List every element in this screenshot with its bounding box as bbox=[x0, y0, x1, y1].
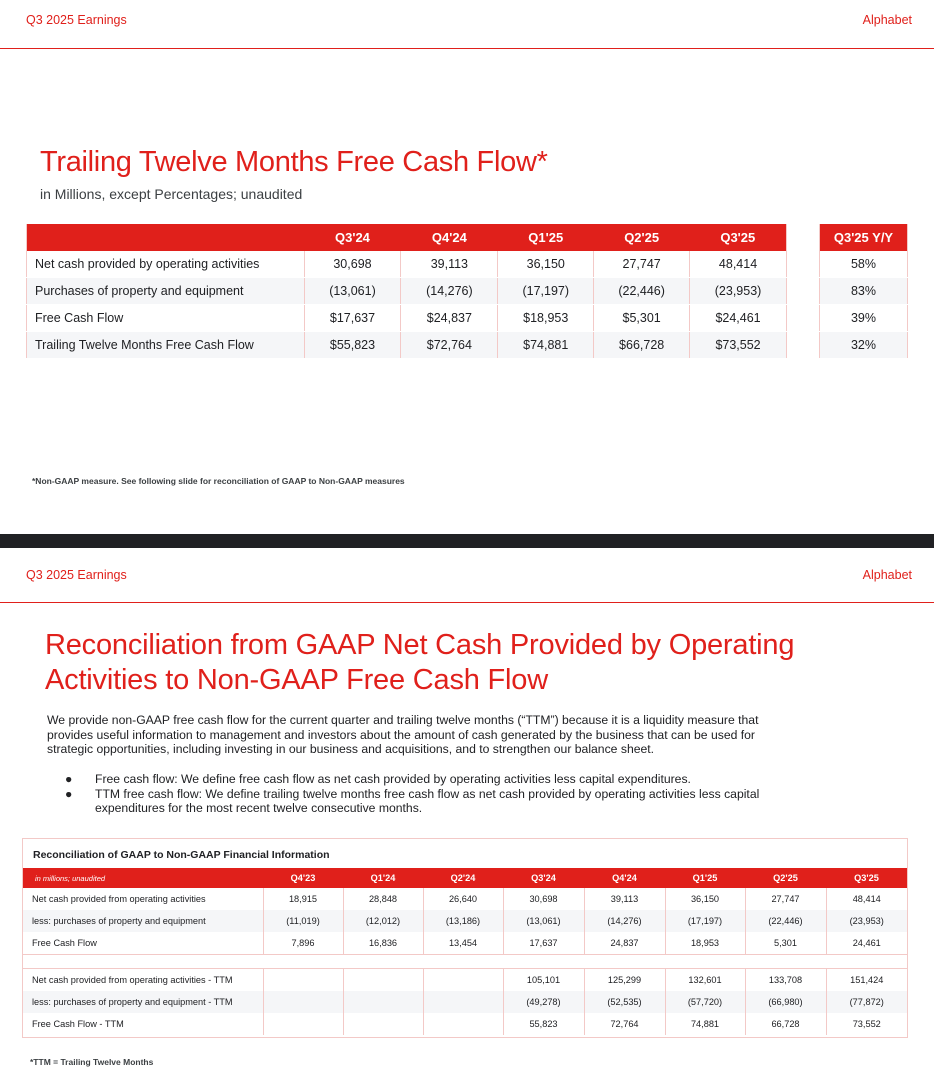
yoy-table bbox=[819, 224, 908, 359]
column-header: Q1'24 bbox=[343, 868, 423, 888]
table-cell: (14,276) bbox=[401, 278, 498, 305]
column-header: Q1'25 bbox=[498, 224, 594, 251]
table-cell: 18,953 bbox=[665, 932, 745, 955]
table-row bbox=[23, 932, 907, 955]
column-header: Q3'25 bbox=[826, 868, 907, 888]
table-cell: $73,552 bbox=[690, 332, 787, 359]
table-cell: 74,881 bbox=[665, 1013, 745, 1035]
table-cell bbox=[423, 991, 503, 1013]
yoy-cell: 39% bbox=[820, 305, 908, 332]
table-cell: 30,698 bbox=[304, 251, 401, 278]
table-cell: 48,414 bbox=[690, 251, 787, 278]
table-row bbox=[27, 278, 787, 305]
table-row bbox=[820, 278, 908, 305]
row-label: Net cash provided by operating activities bbox=[27, 251, 305, 278]
footnote: *Non-GAAP measure. See following slide for reconciliation of GAAP to Non-GAAP measures bbox=[32, 476, 405, 486]
table-cell: $55,823 bbox=[304, 332, 401, 359]
table-row bbox=[820, 251, 908, 278]
table-cell: 7,896 bbox=[263, 932, 343, 955]
definition-list bbox=[47, 772, 807, 816]
table-cell: (12,012) bbox=[343, 910, 423, 932]
list-item-text: TTM free cash flow: We define trailing twelve months free cash flow as net cash provided by operating activities less capital expenditures for the most recent twelve consecutive months. bbox=[95, 786, 760, 816]
table-cell bbox=[343, 969, 423, 992]
footnote: *TTM = Trailing Twelve Months bbox=[30, 1057, 154, 1067]
table-cell: 36,150 bbox=[665, 888, 745, 910]
table-row bbox=[23, 1013, 907, 1035]
slide-title: Reconciliation from GAAP Net Cash Provided by Operating Activities to Non-GAAP Free Cash Flow bbox=[45, 629, 795, 696]
row-label: Purchases of property and equipment bbox=[27, 278, 305, 305]
table-cell: (11,019) bbox=[263, 910, 343, 932]
table-row bbox=[27, 332, 787, 359]
column-header: Q4'24 bbox=[584, 868, 665, 888]
table-row bbox=[820, 305, 908, 332]
table-cell: 39,113 bbox=[401, 251, 498, 278]
table-cell: 55,823 bbox=[503, 1013, 584, 1035]
table-cell: 105,101 bbox=[503, 969, 584, 992]
table-cell: (23,953) bbox=[826, 910, 907, 932]
column-header: Q3'24 bbox=[503, 868, 584, 888]
spacer-cell bbox=[503, 955, 584, 969]
table-cell: 27,747 bbox=[594, 251, 690, 278]
table-row bbox=[27, 251, 787, 278]
table-cell: (13,061) bbox=[503, 910, 584, 932]
table-cell: $18,953 bbox=[498, 305, 594, 332]
table-cell: (66,980) bbox=[745, 991, 826, 1013]
row-label: Trailing Twelve Months Free Cash Flow bbox=[27, 332, 305, 359]
header-divider bbox=[0, 602, 934, 603]
table-cell: $5,301 bbox=[594, 305, 690, 332]
table-cell: 27,747 bbox=[745, 888, 826, 910]
list-item: ● TTM free cash flow: We define trailing twelve months free cash flow as net cash provided by operating activities less capital expenditures for the most recent twelve consecutive months. bbox=[65, 786, 760, 816]
yoy-cell: 32% bbox=[820, 332, 908, 359]
table-cell: 72,764 bbox=[584, 1013, 665, 1035]
spacer-cell bbox=[665, 955, 745, 969]
list-item: ● Free cash flow: We define free cash flow as net cash provided by operating activities less capital expenditures. bbox=[65, 772, 691, 786]
table-cell bbox=[343, 1013, 423, 1035]
spacer-cell bbox=[826, 955, 907, 969]
table-cell: 48,414 bbox=[826, 888, 907, 910]
table-cell: (13,186) bbox=[423, 910, 503, 932]
table-cell: 5,301 bbox=[745, 932, 826, 955]
table-cell: 39,113 bbox=[584, 888, 665, 910]
table-row bbox=[820, 332, 908, 359]
table-cell: (23,953) bbox=[690, 278, 787, 305]
row-label: less: purchases of property and equipment bbox=[23, 910, 263, 932]
ttm-fcf-table bbox=[26, 224, 787, 359]
table-cell: (17,197) bbox=[498, 278, 594, 305]
yoy-cell: 58% bbox=[820, 251, 908, 278]
table-title: Reconciliation of GAAP to Non-GAAP Financial Information bbox=[33, 849, 330, 861]
table-cell: 17,637 bbox=[503, 932, 584, 955]
table-cell: $66,728 bbox=[594, 332, 690, 359]
table-header-row bbox=[820, 224, 908, 251]
header-earnings-label: Q3 2025 Earnings bbox=[26, 568, 127, 582]
table-cell: 26,640 bbox=[423, 888, 503, 910]
header-label-cell bbox=[27, 224, 305, 251]
spacer-cell bbox=[745, 955, 826, 969]
table-cell: $24,837 bbox=[401, 305, 498, 332]
table-header-row bbox=[27, 224, 787, 251]
table-cell: 66,728 bbox=[745, 1013, 826, 1035]
spacer-cell bbox=[263, 955, 343, 969]
slide-ttm-free-cash-flow bbox=[0, 0, 934, 534]
table-cell: 24,461 bbox=[826, 932, 907, 955]
table-row bbox=[23, 969, 907, 992]
table-cell: (57,720) bbox=[665, 991, 745, 1013]
slide-subtitle: in Millions, except Percentages; unaudited bbox=[40, 186, 303, 202]
column-header: Q3'25 bbox=[690, 224, 787, 251]
column-header: Q2'24 bbox=[423, 868, 503, 888]
slide-divider bbox=[0, 534, 934, 548]
table-cell bbox=[263, 1013, 343, 1035]
table-cell: 13,454 bbox=[423, 932, 503, 955]
table-cell: 30,698 bbox=[503, 888, 584, 910]
slide-title: Trailing Twelve Months Free Cash Flow* bbox=[40, 146, 548, 178]
column-header: Q4'24 bbox=[401, 224, 498, 251]
table-cell bbox=[263, 991, 343, 1013]
unit-label: in millions; unaudited bbox=[23, 868, 263, 888]
table-cell: 151,424 bbox=[826, 969, 907, 992]
table-cell: $72,764 bbox=[401, 332, 498, 359]
intro-paragraph: We provide non-GAAP free cash flow for the current quarter and trailing twelve months (“TTM”) because it is a liquidity measure that provides useful information to management and investors about the amount of cash generated by the business that can be used for strategic opportunities, including investing in our business and acquisitions, and to strengthen our balance sheet. bbox=[47, 713, 759, 757]
spacer-cell bbox=[23, 955, 263, 969]
column-header: Q4'23 bbox=[263, 868, 343, 888]
row-label: Net cash provided from operating activities - TTM bbox=[32, 975, 233, 985]
slide-reconciliation bbox=[0, 548, 934, 1079]
reconciliation-table bbox=[23, 868, 907, 1035]
table-cell: (13,061) bbox=[304, 278, 401, 305]
column-header: Q3'24 bbox=[304, 224, 401, 251]
table-cell: 125,299 bbox=[584, 969, 665, 992]
header-earnings-label: Q3 2025 Earnings bbox=[26, 13, 127, 27]
table-header-row bbox=[23, 868, 907, 888]
table-cell: 73,552 bbox=[826, 1013, 907, 1035]
table-cell: 24,837 bbox=[584, 932, 665, 955]
table-cell: 28,848 bbox=[343, 888, 423, 910]
list-item-text: Free cash flow: We define free cash flow as net cash provided by operating activities less capital expenditures. bbox=[95, 772, 691, 786]
table-cell: 133,708 bbox=[745, 969, 826, 992]
table-row bbox=[23, 991, 907, 1013]
table-cell: (22,446) bbox=[594, 278, 690, 305]
table-cell: (14,276) bbox=[584, 910, 665, 932]
table-cell bbox=[263, 969, 343, 992]
table-cell: (77,872) bbox=[826, 991, 907, 1013]
table-row bbox=[27, 305, 787, 332]
table-cell: $24,461 bbox=[690, 305, 787, 332]
table-cell: 18,915 bbox=[263, 888, 343, 910]
table-cell: (22,446) bbox=[745, 910, 826, 932]
spacer-row bbox=[23, 955, 907, 969]
table-cell: 132,601 bbox=[665, 969, 745, 992]
table-row bbox=[23, 910, 907, 932]
table-cell bbox=[343, 991, 423, 1013]
table-cell: (49,278) bbox=[503, 991, 584, 1013]
spacer-cell bbox=[584, 955, 665, 969]
table-cell: $74,881 bbox=[498, 332, 594, 359]
row-label: Net cash provided from operating activities bbox=[32, 894, 206, 904]
column-header: Q2'25 bbox=[745, 868, 826, 888]
table-cell: 16,836 bbox=[343, 932, 423, 955]
yoy-cell: 83% bbox=[820, 278, 908, 305]
header-company-label: Alphabet bbox=[862, 13, 912, 27]
row-label: Free Cash Flow bbox=[27, 305, 305, 332]
header-divider bbox=[0, 48, 934, 49]
header-company-label: Alphabet bbox=[862, 568, 912, 582]
table-cell: (52,535) bbox=[584, 991, 665, 1013]
reconciliation-table-box bbox=[22, 838, 908, 1038]
spacer-cell bbox=[343, 955, 423, 969]
row-label: less: purchases of property and equipment - TTM bbox=[23, 991, 263, 1013]
row-label: Free Cash Flow - TTM bbox=[32, 1019, 124, 1029]
column-header: Q1'25 bbox=[665, 868, 745, 888]
column-header: Q3'25 Y/Y bbox=[820, 224, 908, 251]
column-header: Q2'25 bbox=[594, 224, 690, 251]
spacer-cell bbox=[423, 955, 503, 969]
table-cell bbox=[423, 1013, 503, 1035]
table-cell: 36,150 bbox=[498, 251, 594, 278]
table-cell bbox=[423, 969, 503, 992]
table-cell: (17,197) bbox=[665, 910, 745, 932]
table-cell: $17,637 bbox=[304, 305, 401, 332]
row-label: Free Cash Flow bbox=[32, 938, 97, 948]
table-row bbox=[23, 888, 907, 910]
